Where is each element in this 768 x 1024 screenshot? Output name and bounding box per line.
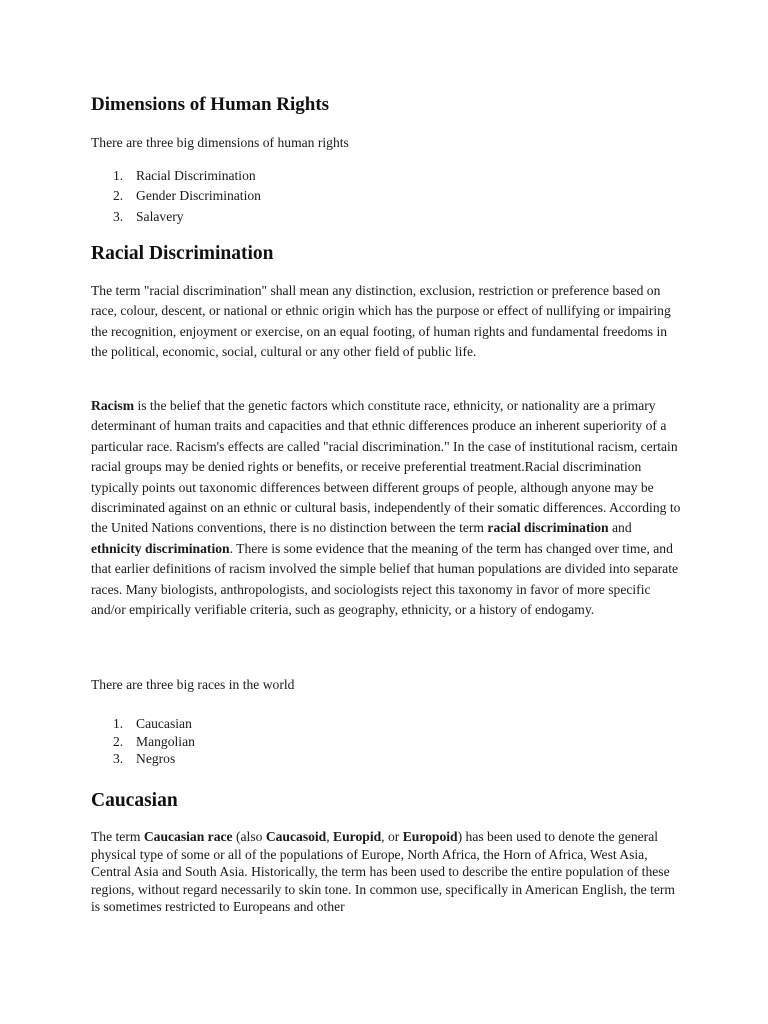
races-intro-paragraph: There are three big races in the world bbox=[91, 677, 295, 692]
term-europid: Europid bbox=[333, 829, 382, 844]
list-item: 2. Gender Discrimination bbox=[113, 188, 261, 204]
list-item: 1. Caucasian bbox=[113, 716, 192, 731]
term-europoid: Europoid bbox=[402, 829, 458, 844]
caucasian-paragraph: The term Caucasian race (also Caucasoid, Europid, or Europoid) has been used to denote the general physical type of some or all of the populations of Europe, North Africa, the Horn of Africa, West Asia, Central Asia and South Asia. Historically, the term has been used to describe the entire population of these regions, without regard necessarily to skin tone. In common use, specifically in American English, the term is sometimes restricted to Europeans and other bbox=[91, 829, 676, 915]
term-ethnicity-discrimination: ethnicity discrimination bbox=[91, 540, 230, 556]
section-heading-racial-discrimination: Racial Discrimination bbox=[91, 243, 274, 264]
term-caucasian-race: Caucasian race bbox=[143, 829, 233, 844]
dimensions-list bbox=[91, 166, 261, 227]
section-heading-caucasian: Caucasian bbox=[91, 790, 178, 811]
races-list bbox=[91, 715, 195, 768]
list-item: 2. Mangolian bbox=[113, 733, 195, 749]
list-item: 3. Negros bbox=[113, 751, 176, 767]
page-title: Dimensions of Human Rights bbox=[91, 94, 330, 115]
list-item: 1. Racial Discrimination bbox=[113, 168, 256, 183]
racism-paragraph: Racism is the belief that the genetic factors which constitute race, ethnicity, or nationality are a primary determinant of human traits and capacities and that ethnic differences produce an inherent superiority of a particular race. Racism's effects are called "racial discrimination." In the case of institutional racism, certain racial groups may be denied rights or benefits, or receive preferential treatment.Racial discrimination typically points out taxonomic differences between different groups of people, although anyone may be discriminated against on an ethnic or cultural basis, independently of their somatic differences. According to the United Nations conventions, there is no distinction between the term racial discrimination and ethnicity discrimination. There is some evidence that the meaning of the term has changed over time, and that earlier definitions of racism involved the simple belief that human populations are divided into separate races. Many biologists, anthropologists, and sociologists reject this taxonomy in favor of more specific and/or empirically verifiable criteria, such as geography, ethnicity, or a history of endogamy. bbox=[91, 398, 681, 618]
definition-paragraph: The term "racial discrimination" shall mean any distinction, exclusion, restriction or preference based on race, colour, descent, or national or ethnic origin which has the purpose or effect of nullifying or impairing the recognition, enjoyment or exercise, on an equal footing, of human rights and fundamental freedoms in the political, economic, social, cultural or any other field of public life. bbox=[91, 283, 671, 360]
term-racism: Racism bbox=[91, 398, 135, 413]
term-caucasoid: Caucasoid bbox=[265, 829, 327, 844]
intro-paragraph: There are three big dimensions of human rights bbox=[91, 135, 349, 150]
list-item: 3. Salavery bbox=[113, 208, 184, 224]
term-racial-discrimination: racial discrimination bbox=[487, 520, 609, 536]
